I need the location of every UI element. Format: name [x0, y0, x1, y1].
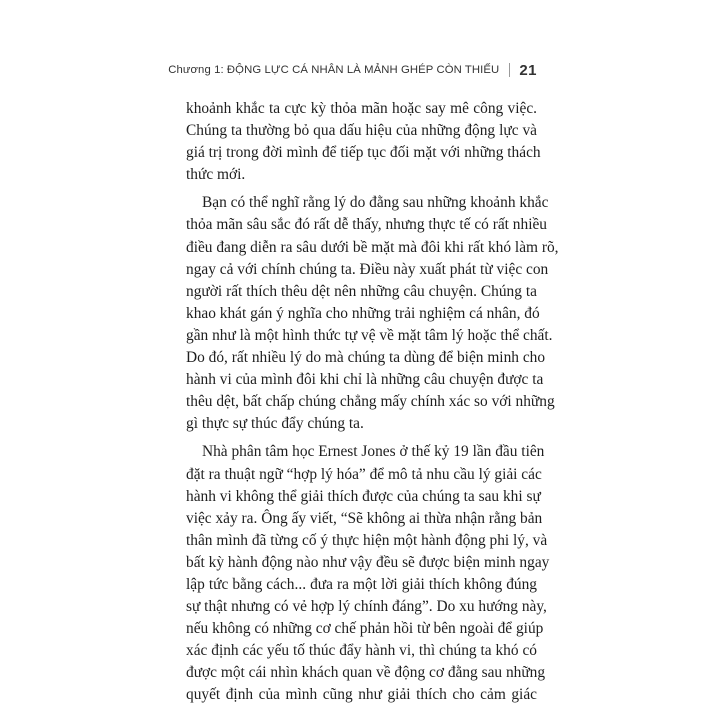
text-line: Bạn có thể nghĩ rằng lý do đằng sau những khoảnh khắc: [202, 194, 549, 212]
header-divider: [509, 63, 510, 77]
paragraph: [186, 441, 550, 706]
text-line: thức mới.: [186, 166, 246, 184]
text-line: Chúng ta thường bỏ qua dấu hiệu của những động lực và: [186, 122, 537, 140]
text-line: thỏa mãn sâu sắc đó rất dễ thấy, nhưng thực tế có rất nhiều: [186, 216, 548, 234]
text-line: thân mình đã từng cố ý thực hiện một hành động phi lý, và: [186, 531, 548, 549]
text-line: Nhà phân tâm học Ernest Jones ở thế kỷ 19 lần đầu tiên: [202, 443, 545, 461]
text-line: thêu dệt, bất chấp chúng chẳng mấy chính xác so với những: [186, 393, 555, 411]
text-line: sự thật nhưng có vẻ hợp lý chính đáng”. Do xu hướng này,: [186, 598, 547, 616]
text-line: được một cái nhìn khách quan về động cơ đằng sau những: [186, 664, 546, 682]
body-text: [186, 98, 559, 713]
text-line: gần như là một hình thức tự vệ về mặt tâm lý hoặc thể chất.: [186, 326, 553, 344]
text-line: đặt ra thuật ngữ “hợp lý hóa” để mô tả nhu cầu lý giải các: [186, 465, 542, 483]
text-line: lập tức bằng cách... đưa ra một lời giải thích không đúng: [186, 575, 537, 593]
text-line: điều đang diễn ra sâu dưới bề mặt mà đôi khi rất khó làm rõ,: [186, 238, 559, 256]
text-line: quyết định của mình cũng như giải thích cho cảm giác: [186, 686, 537, 704]
text-line: khao khát gán ý nghĩa cho những trải nghiệm cá nhân, đó: [186, 304, 540, 322]
running-head: [160, 60, 537, 80]
text-line: ngay cả với chính chúng ta. Điều này xuất phát từ việc con: [186, 260, 549, 278]
text-line: gì thực sự thúc đẩy chúng ta.: [186, 415, 364, 433]
text-line: bất kỳ hành động nào như vậy đều sẽ được biện minh ngay: [186, 553, 550, 571]
text-line: nếu không có những cơ chế phản hồi từ bên ngoài để giúp: [186, 620, 544, 638]
text-line: hành vi của mình đôi khi chỉ là những câu chuyện được ta: [186, 371, 544, 389]
text-line: việc xảy ra. Ông ấy viết, “Sẽ không ai thừa nhận rằng bản: [186, 509, 543, 527]
text-line: khoảnh khắc ta cực kỳ thỏa mãn hoặc say mê công việc.: [186, 100, 537, 117]
page-number: 21: [519, 61, 537, 79]
text-line: hành vi không thể giải thích được của chúng ta sau khi sự: [186, 487, 541, 505]
text-line: người rất thích thêu dệt nên những câu chuyện. Chúng ta: [186, 282, 537, 300]
chapter-title: Chương 1: ĐỘNG LỰC CÁ NHÂN LÀ MẢNH GHÉP CÒN THIẾU: [168, 64, 500, 76]
text-line: xác định các yếu tố thúc đẩy hành vi, thì chúng ta khó có: [186, 642, 537, 660]
paragraph: [186, 192, 559, 435]
paragraph: [186, 98, 541, 186]
text-line: Do đó, rất nhiều lý do mà chúng ta dùng để biện minh cho: [186, 349, 546, 367]
text-line: giá trị trong đời mình để tiếp tục đối mặt với những thách: [186, 144, 541, 162]
